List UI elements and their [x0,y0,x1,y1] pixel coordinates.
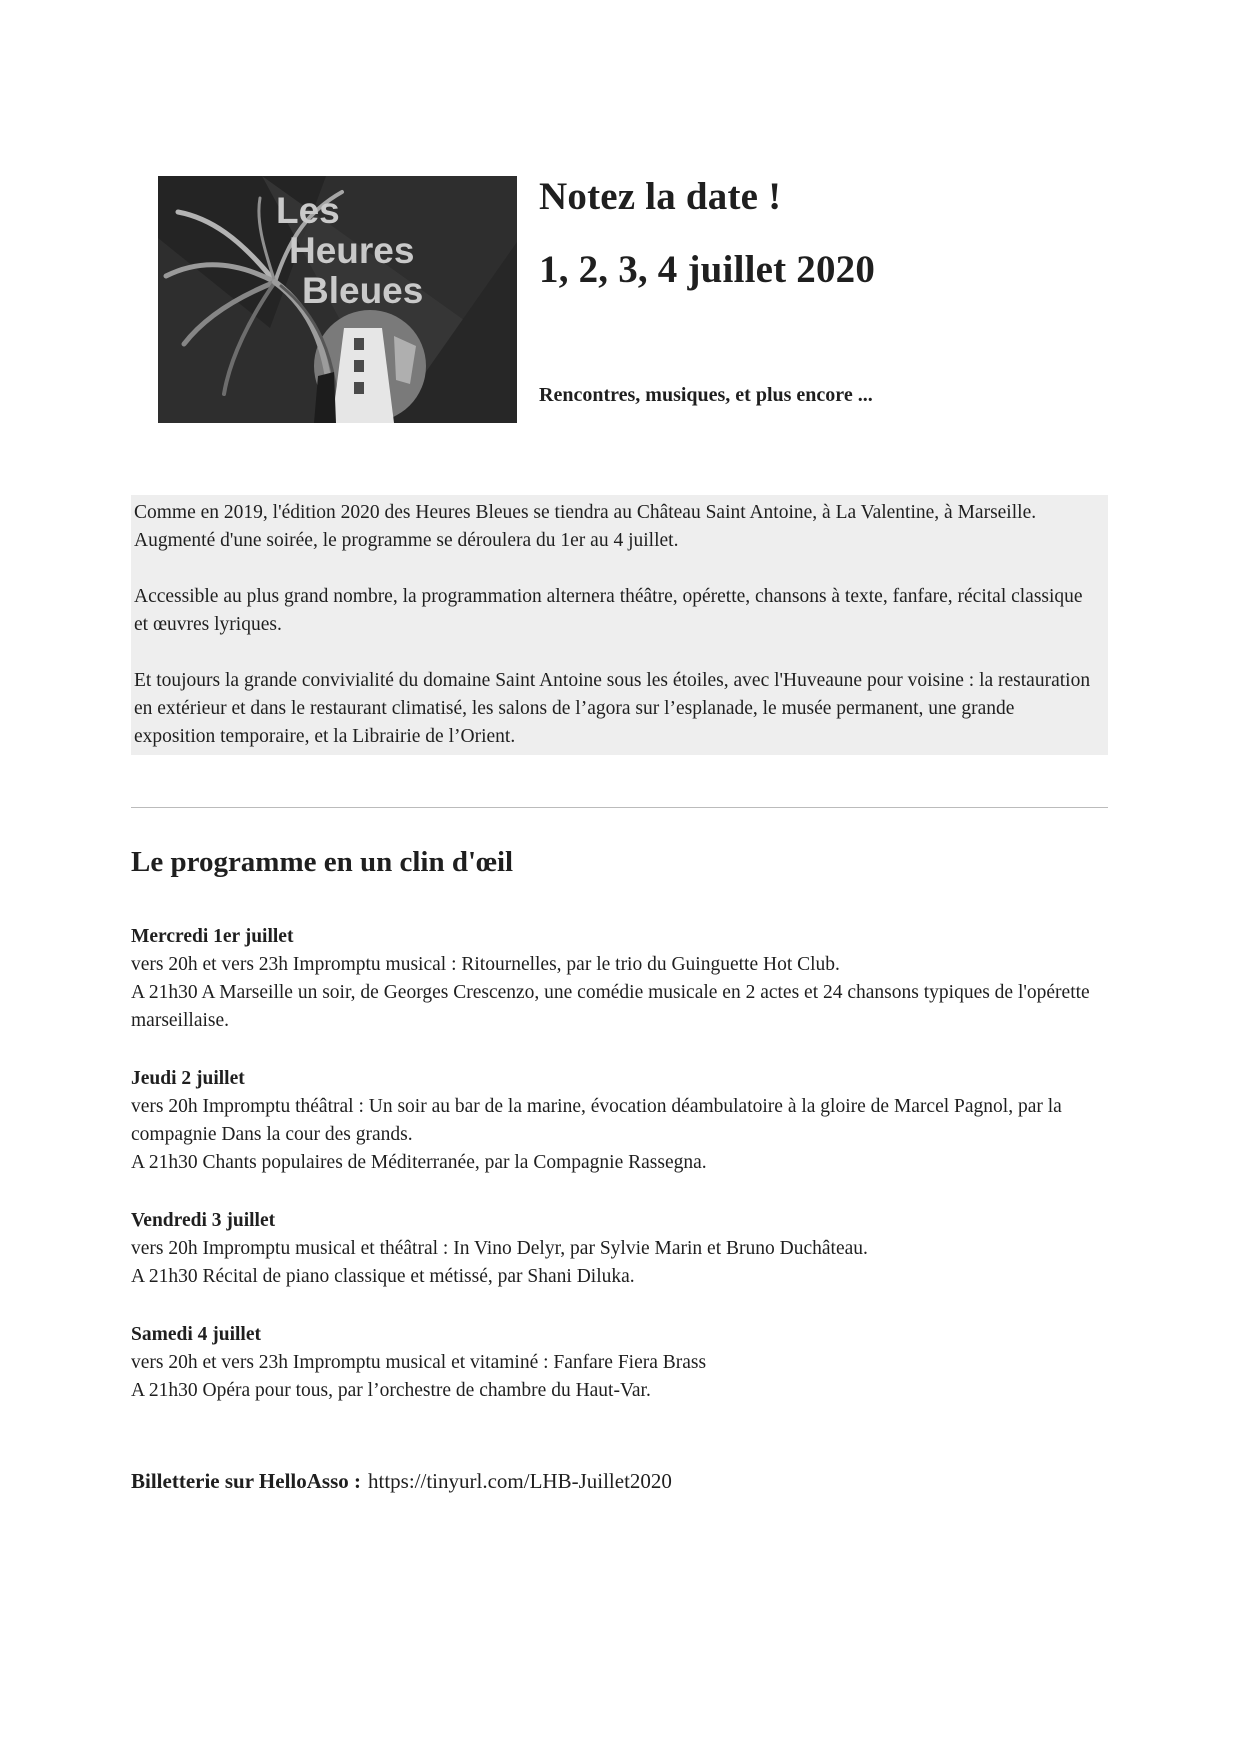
day-title: Vendredi 3 juillet [131,1210,276,1232]
day-line: A 21h30 Chants populaires de Méditerranée, par la Compagnie Rassegna. [131,1152,707,1174]
section-divider [131,807,1108,808]
day-line: A 21h30 Opéra pour tous, par l’orchestre de chambre du Haut-Var. [131,1380,651,1402]
day-line: vers 20h et vers 23h Impromptu musical et vitaminé : Fanfare Fiera Brass [131,1352,707,1374]
palm-tree-logo-graphic [158,176,517,423]
logo-word-heures: Heures [289,230,415,271]
ticketing-line [131,1467,1108,1495]
day-line: vers 20h Impromptu musical et théâtral : In Vino Delyr, par Sylvie Marin et Bruno Duchâteau. [131,1238,868,1260]
day-block-mercredi [131,923,1108,1035]
program-heading: Le programme en un clin d'œil [131,846,514,878]
day-block-vendredi [131,1207,1108,1291]
header [131,176,1108,423]
day-line: A 21h30 A Marseille un soir, de Georges Crescenzo, une comédie musicale en 2 actes et 24 chansons typiques de l'opérette marseillaise. [131,982,1090,1032]
program-schedule [131,923,1108,1405]
event-subtitle: Rencontres, musiques, et plus encore ... [539,383,873,406]
day-block-jeudi [131,1065,1108,1177]
header-text [539,176,875,407]
day-title: Samedi 4 juillet [131,1324,261,1346]
day-title: Jeudi 2 juillet [131,1068,245,1090]
content-column [131,0,1108,1495]
ticketing-label: Billetterie sur HelloAsso : [131,1469,361,1494]
logo-word-les: Les [276,190,340,231]
intro-paragraph-3: Et toujours la grande convivialité du domaine Saint Antoine sous les étoiles, avec l'Huveaune pour voisine : la restauration en extérieur et dans le restaurant climatisé, les salons de l’agora sur l’esplanade, le musée permanent, une grande exposition temporaire, et la Librairie de l’Orient. [134,670,1091,747]
ticketing-url-link[interactable]: https://tinyurl.com/LHB-Juillet2020 [368,1469,672,1494]
intro-block [131,495,1108,755]
event-dates-title: 1, 2, 3, 4 juillet 2020 [539,247,876,291]
day-line: A 21h30 Récital de piano classique et métissé, par Shani Diluka. [131,1266,635,1288]
day-line: vers 20h Impromptu théâtral : Un soir au bar de la marine, évocation déambulatoire à la gloire de Marcel Pagnol, par la compagnie Dans la cour des grands. [131,1096,1062,1146]
page-title: Notez la date ! [539,175,782,218]
day-title: Mercredi 1er juillet [131,926,294,948]
day-line: vers 20h et vers 23h Impromptu musical : Ritournelles, par le trio du Guinguette Hot Club. [131,954,840,976]
intro-paragraph-2: Accessible au plus grand nombre, la programmation alternera théâtre, opérette, chansons à texte, fanfare, récital classique et œuvres lyriques. [134,586,1083,635]
les-heures-bleues-logo-image [158,176,517,423]
logo-word-bleues: Bleues [302,270,424,311]
day-block-samedi [131,1321,1108,1405]
intro-paragraph-1: Comme en 2019, l'édition 2020 des Heures Bleues se tiendra au Château Saint Antoine, à La Valentine, à Marseille. Augmenté d'une soirée, le programme se déroulera du 1er au 4 juillet. [134,502,1037,551]
